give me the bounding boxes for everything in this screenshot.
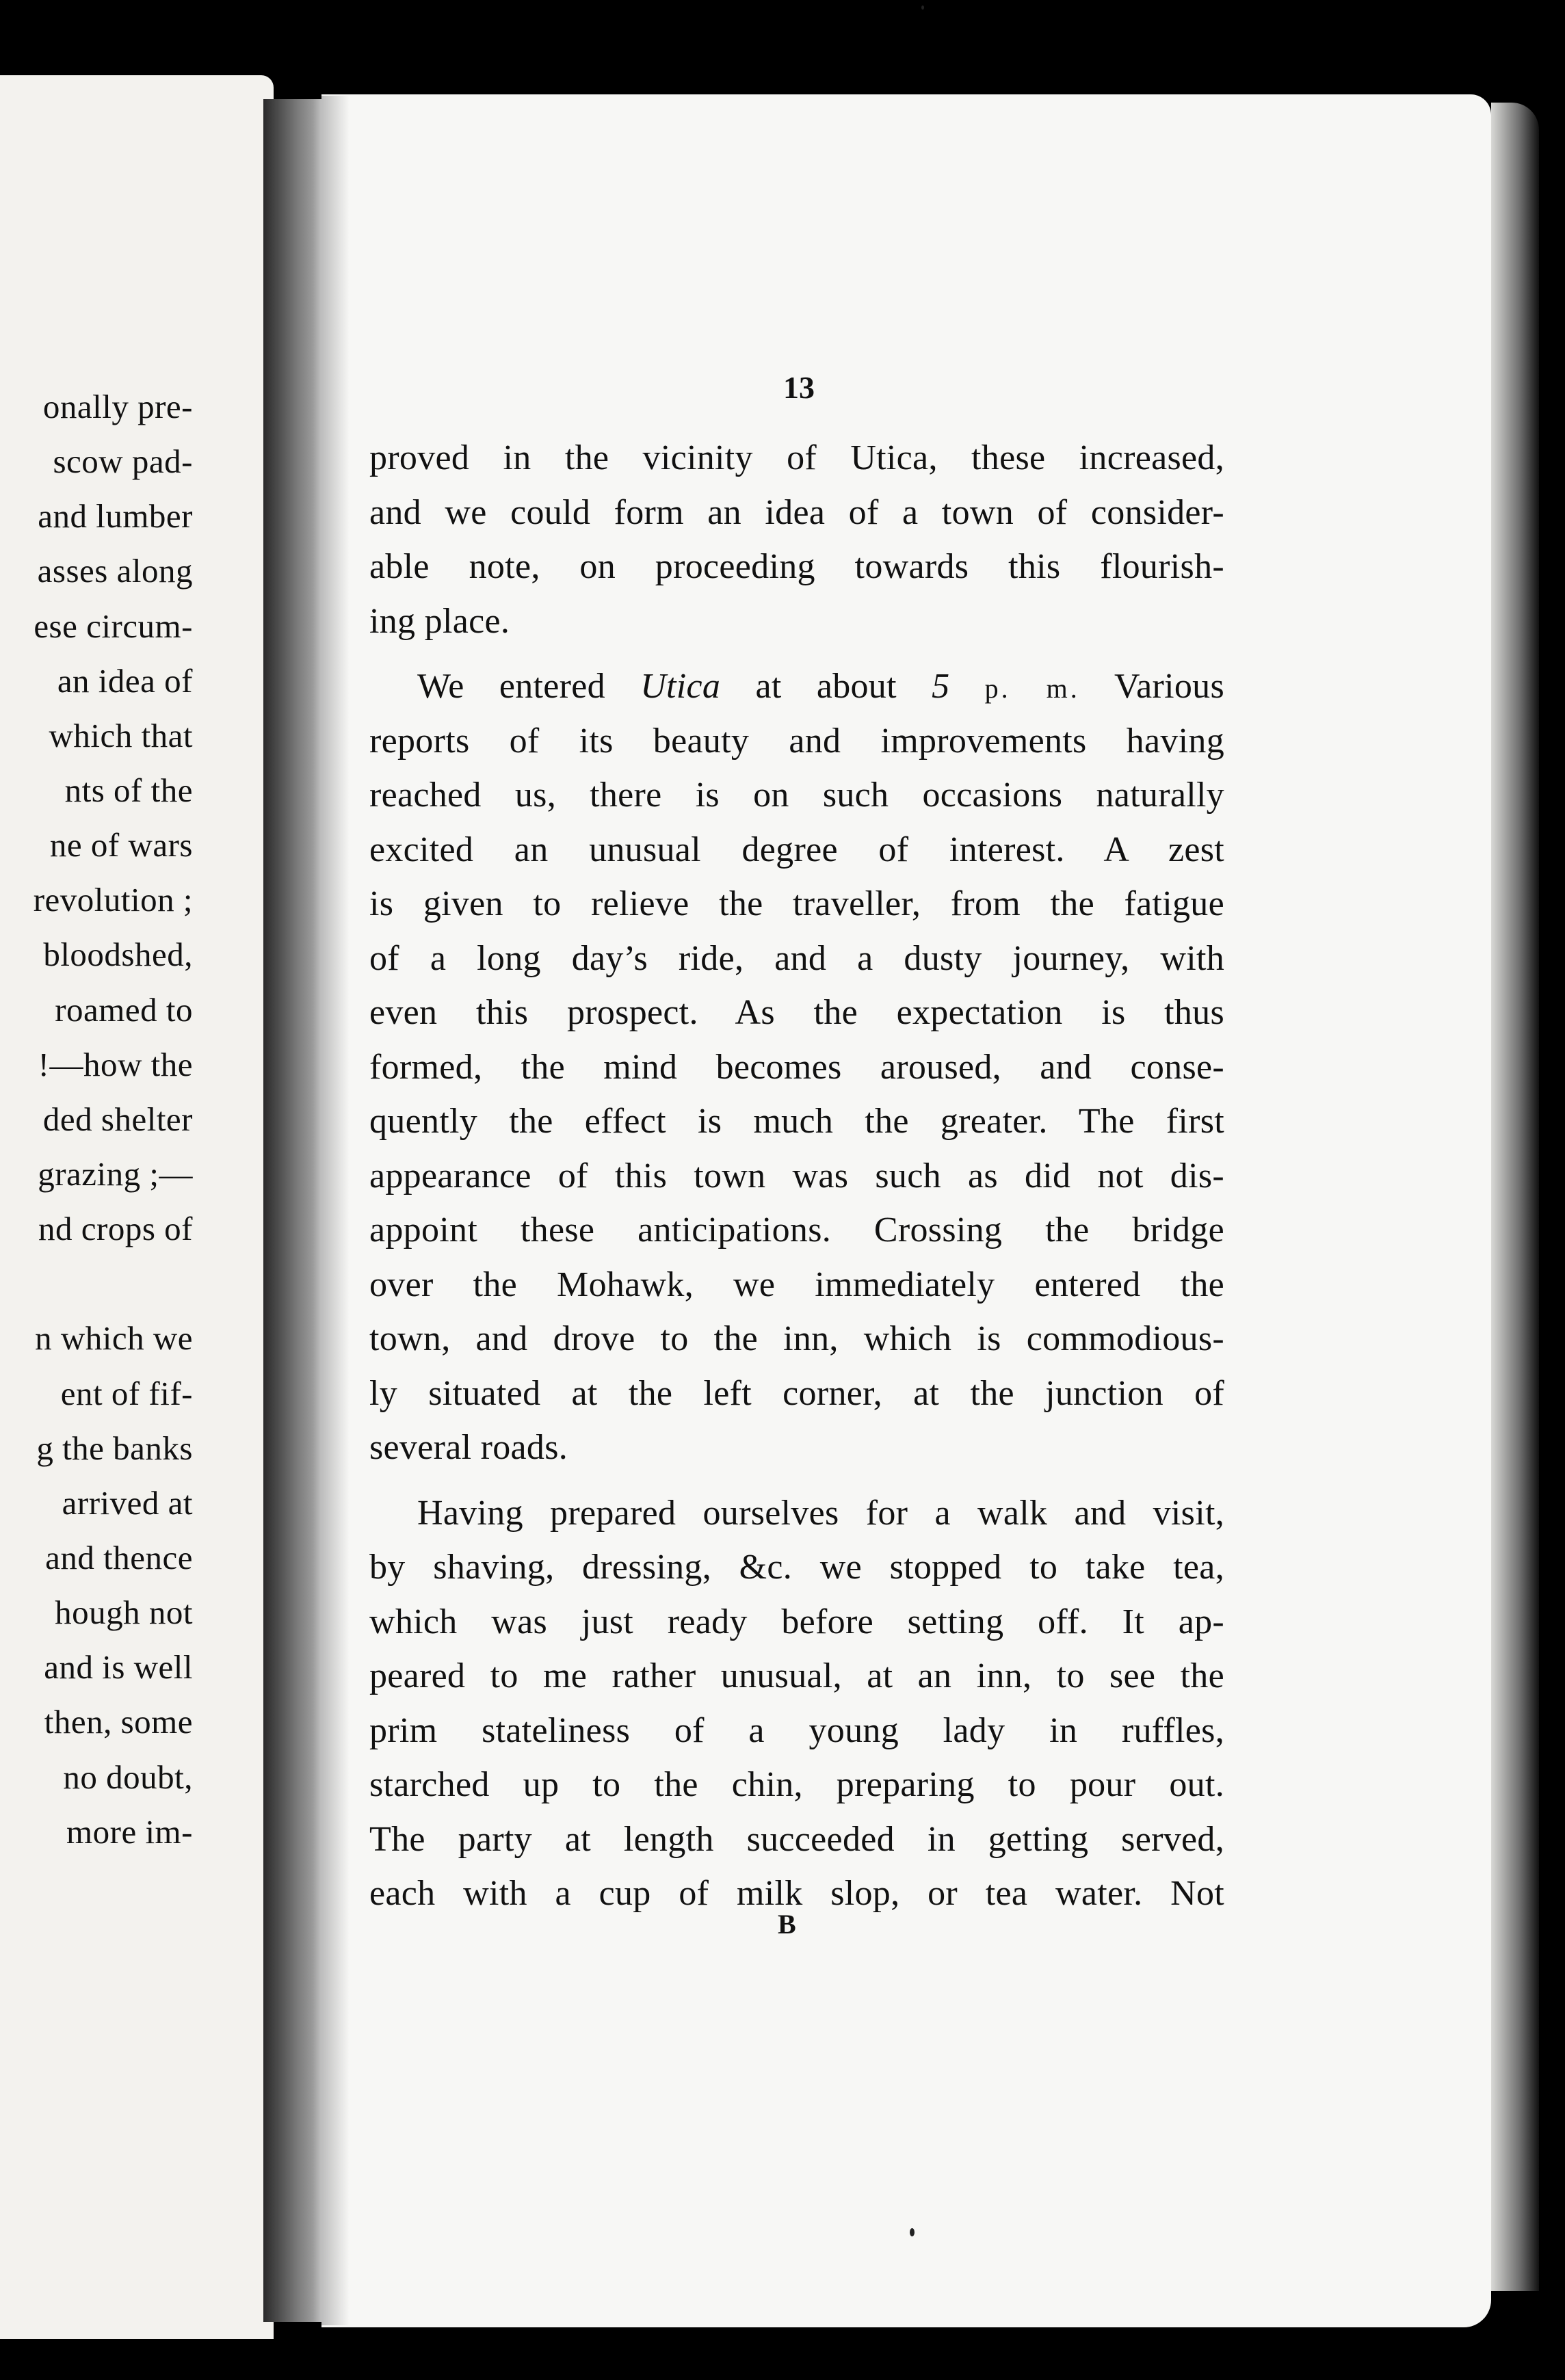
left-page-line: arrived at [62, 1483, 193, 1522]
text-line: over the Mohawk, we immediately entered the [369, 1265, 1224, 1304]
text-line: quently the effect is much the greater. The first [369, 1102, 1224, 1141]
text-line: The party at length succeeded in getting served, [369, 1819, 1224, 1859]
left-page-line: which that [49, 716, 193, 754]
text-span-italic: Utica [640, 667, 721, 706]
left-page-line: ent of fif- [60, 1374, 193, 1412]
left-page-line: grazing ;— [38, 1154, 193, 1193]
text-line: proved in the vicinity of Utica, these increased, [369, 438, 1224, 477]
text-span-mid: at about [720, 667, 932, 706]
body-text [369, 431, 1224, 1921]
left-page-line: more im- [66, 1812, 193, 1851]
text-line: reached us, there is on such occasions naturally [369, 776, 1224, 815]
text-line: is given to relieve the traveller, from the fatigue [369, 884, 1224, 923]
text-line: which was just ready before setting off. It ap- [369, 1602, 1224, 1641]
text-line: reports of its beauty and improvements having [369, 721, 1224, 761]
left-page-line: bloodshed, [43, 936, 193, 974]
text-line: ly situated at the left corner, at the junction of [369, 1373, 1224, 1413]
left-page-line: ne of wars [49, 826, 193, 864]
text-line: and we could form an idea of a town of consider- [369, 492, 1224, 532]
text-line: able note, on proceeding towards this flourish- [369, 547, 1224, 586]
text-line: by shaving, dressing, &c. we stopped to take tea, [369, 1548, 1224, 1587]
left-page-line: !—how the [38, 1045, 193, 1083]
text-span-num: 5 [932, 667, 950, 706]
left-page-line: nts of the [64, 771, 193, 809]
text-line: formed, the mind becomes aroused, and conse- [369, 1047, 1224, 1087]
book-gutter [263, 99, 325, 2322]
text-line: of a long day’s ride, and a dusty journey, with [369, 938, 1224, 978]
ink-speck [921, 5, 924, 10]
left-page-line: n which we [35, 1319, 193, 1358]
text-line: excited an unusual degree of interest. A zest [369, 830, 1224, 869]
left-page-line: roamed to [55, 990, 193, 1029]
left-page-line: and thence [45, 1538, 193, 1576]
left-page-line: g the banks [36, 1429, 193, 1467]
text-span-sc: p. m. [984, 673, 1080, 704]
page-edge [1491, 103, 1539, 2291]
text-line: prim stateliness of a young lady in ruffles, [369, 1710, 1224, 1750]
text-line: peared to me rather unusual, at an inn, to see the [369, 1656, 1224, 1695]
gutter-shadow [321, 96, 349, 2325]
page-number: 13 [783, 370, 815, 405]
left-page-line: revolution ; [33, 881, 193, 919]
left-page-line: ded shelter [42, 1100, 193, 1138]
text-line: several roads. [369, 1428, 568, 1467]
left-page-line: asses along [37, 552, 193, 590]
left-page-line: and lumber [38, 497, 193, 536]
text-line: appearance of this town was such as did not dis- [369, 1156, 1224, 1195]
left-page-line: then, some [44, 1703, 193, 1741]
text-line: town, and drove to the inn, which is commodious- [369, 1319, 1224, 1358]
left-page-line: an idea of [57, 661, 193, 700]
ink-speck [910, 2228, 915, 2236]
text-line: appoint these anticipations. Crossing the bridge [369, 1211, 1224, 1250]
text-line [369, 659, 1224, 714]
signature-mark: B [778, 1909, 796, 1940]
left-page-line: and is well [44, 1648, 193, 1687]
left-page-line: nd crops of [38, 1210, 193, 1248]
left-page-line: onally pre- [42, 388, 193, 425]
text-line: Having prepared ourselves for a walk and visit, [417, 1493, 1224, 1533]
text-line: starched up to the chin, preparing to pour out. [369, 1765, 1224, 1804]
text-line: even this prospect. As the expectation is thus [369, 993, 1224, 1032]
left-page-line: hough not [55, 1594, 193, 1632]
text-line: each with a cup of milk slop, or tea water. Not [369, 1874, 1224, 1913]
left-page-line: scow pad- [53, 442, 193, 481]
text-span-post: Various [1079, 667, 1224, 706]
left-page [0, 75, 274, 2339]
left-page-line: ese circum- [34, 607, 193, 645]
left-page-line: no doubt, [63, 1758, 193, 1796]
text-line: ing place. [369, 601, 510, 641]
text-span-pre: We entered [417, 667, 641, 706]
